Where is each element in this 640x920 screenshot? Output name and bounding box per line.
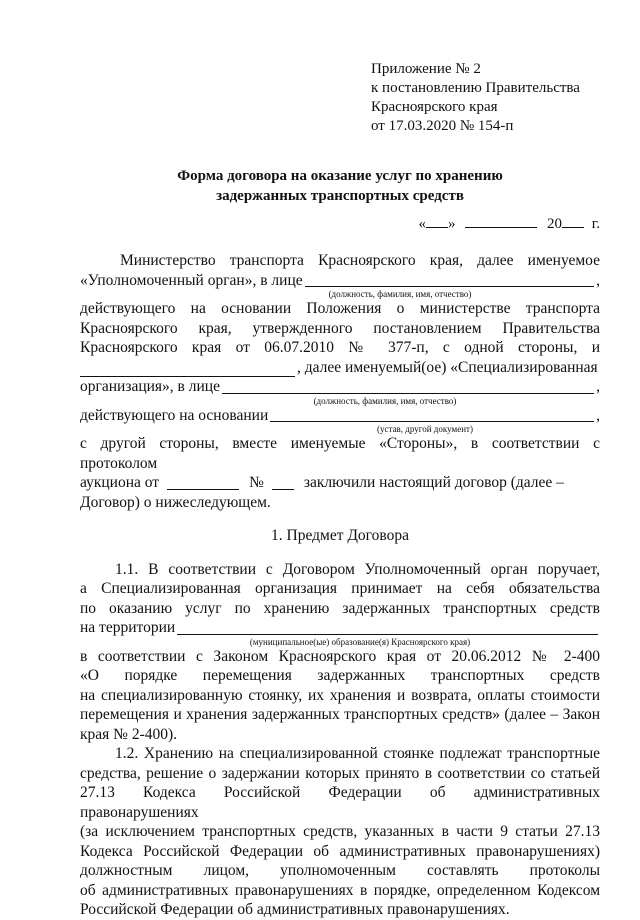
field-hint: (устав, другой документ) <box>377 424 473 434</box>
contract-body <box>80 251 600 920</box>
date-line <box>419 215 600 233</box>
field-hint: (должность, фамилия, имя, отчество) <box>313 395 457 406</box>
title-line: задержанных транспортных средств <box>216 188 464 204</box>
date-quote-close: » <box>448 216 456 232</box>
text-segment: , <box>596 271 600 289</box>
text-line: с другой стороны, вместе именуемые «Стороны», в соответствии с протоколом <box>80 435 600 472</box>
text-line: 1.1. В соответствии с Договором Уполномоченный орган поручает, <box>115 560 600 578</box>
text-line: (за исключением транспортных средств, указанных в части 9 статьи 27.13 <box>80 823 600 840</box>
text-line: Договор) о нижеследующем. <box>80 493 271 511</box>
text-line: должностным лицом, уполномоченным составлять протоколы <box>80 862 600 879</box>
text-line: средства, решение о задержании которых принято в соответствии со статьей <box>80 764 600 782</box>
year-blank <box>562 215 584 228</box>
text-line: «О порядке перемещения задержанных транспортных средств <box>80 667 600 684</box>
date-quote-open: « <box>418 216 427 232</box>
text-segment: заключили настоящий договор (далее – <box>303 474 564 491</box>
blank-field <box>80 364 295 377</box>
text-line: на специализированную стоянку, их хранения и возврата, оплаты стоимости <box>80 686 600 704</box>
field-hint: (должность, фамилия, имя, отчество) <box>328 289 472 299</box>
text-segment: организация», в лице <box>80 378 220 395</box>
text-line: перемещения и хранения задержанных транспортных средств» (далее – Закон <box>80 706 600 723</box>
blank-field <box>222 379 594 394</box>
text-line <box>80 406 600 426</box>
blank-field <box>270 407 594 422</box>
text-line: действующего на основании Положения о министерстве транспорта <box>80 300 600 317</box>
text-segment: , далее именуемый(ое) «Специализированная <box>297 358 598 376</box>
text-segment: , <box>596 378 600 395</box>
text-line <box>80 473 600 493</box>
text-line: 1.2. Хранению на специализированной стоянке подлежат транспортные <box>115 745 600 762</box>
text-line: а Специализированная организация принимает на себя обязательства <box>80 580 600 597</box>
day-blank <box>426 215 448 228</box>
document-title <box>80 166 600 206</box>
attachment-line: Красноярского края <box>371 99 498 115</box>
text-line: края № 2-400). <box>80 725 178 743</box>
field-hint: (муниципальное(ые) образование(я) Красноярского края) <box>249 636 471 647</box>
text-line: Министерство транспорта Красноярского края, далее именуемое <box>120 252 600 269</box>
text-segment: № <box>249 474 264 491</box>
text-segment: на территории <box>80 619 176 636</box>
text-line: по оказанию услуг по хранению задержанных транспортных средств <box>80 599 600 617</box>
text-line: Кодекса Российской Федерации об административных правонарушениях) <box>80 842 600 860</box>
blank-field <box>305 272 595 287</box>
text-line: в соответствии с Законом Красноярского края от 20.06.2012 № 2-400 <box>80 647 600 665</box>
text-line: 27.13 Кодекса Российской Федерации об административных правонарушениях <box>80 784 600 821</box>
text-segment: , <box>596 406 600 424</box>
text-line <box>80 271 600 291</box>
text-line: Российской Федерации об административных правонарушениях. <box>80 901 510 918</box>
attachment-block <box>371 60 580 136</box>
text-line <box>80 377 600 397</box>
text-segment: аукциона от <box>80 474 160 491</box>
title-line: Форма договора на оказание услуг по хранению <box>177 168 503 184</box>
date-year: 20 <box>547 216 563 232</box>
text-line: Красноярского края от 06.07.2010 № 377-п, с одной стороны, и <box>80 339 600 356</box>
blank-field <box>167 477 239 490</box>
section-heading: 1. Предмет Договора <box>271 527 409 544</box>
attachment-line: Приложение № 2 <box>371 61 481 77</box>
blank-field <box>177 620 598 635</box>
text-line: об административных правонарушениях в порядке, определенном Кодексом <box>80 881 600 899</box>
month-blank <box>465 215 537 228</box>
attachment-line: к постановлению Правительства <box>371 80 580 96</box>
blank-field <box>272 477 294 490</box>
text-line <box>80 618 600 638</box>
text-segment: действующего на основании <box>80 406 269 424</box>
text-line <box>80 358 600 378</box>
text-segment: «Уполномоченный орган», в лице <box>80 271 303 289</box>
attachment-line: от 17.03.2020 № 154-п <box>371 118 514 134</box>
date-suffix: г. <box>591 216 600 232</box>
text-line: Красноярского края, утвержденного постановлением Правительства <box>80 319 600 337</box>
